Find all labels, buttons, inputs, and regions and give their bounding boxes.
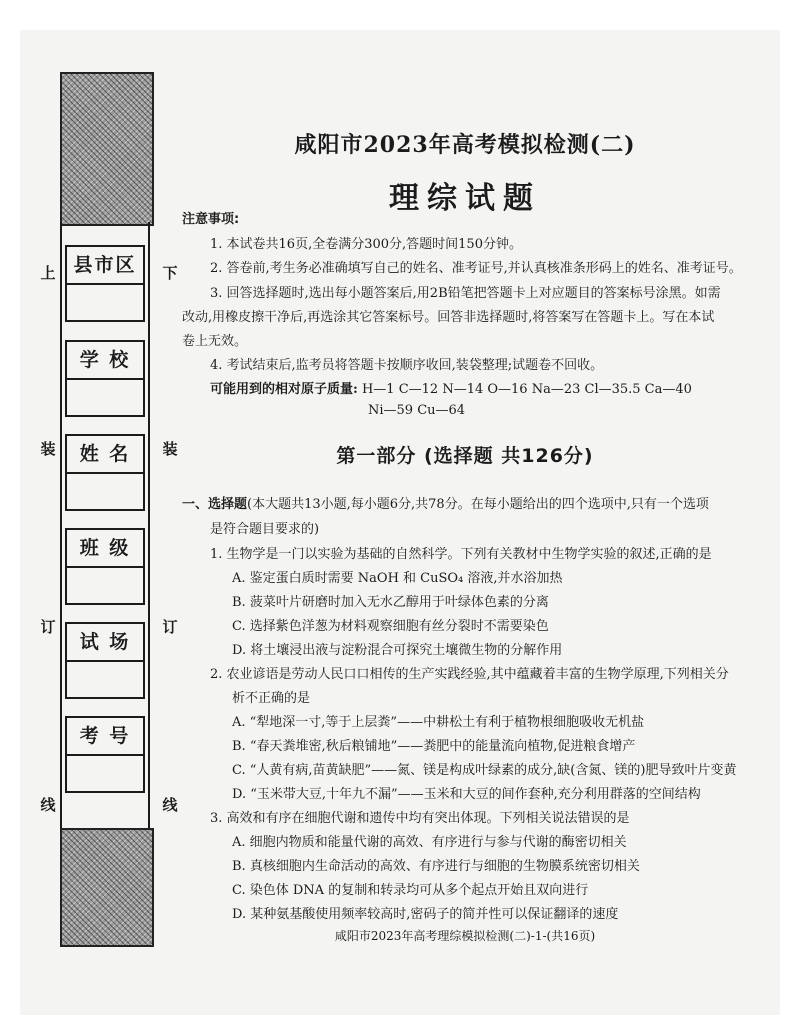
notice-line-5: 卷上无效。 xyxy=(182,334,248,349)
margin-char-left-3: 订 xyxy=(40,618,56,636)
part-heading-label: 一、选择题 xyxy=(182,497,248,512)
field-county-label: 县市区 xyxy=(67,247,143,285)
margin-char-right-1: 下 xyxy=(162,264,178,282)
atomic-mass-label: 可能用到的相对原子质量: xyxy=(210,382,358,397)
margin-char-left-4: 线 xyxy=(40,796,56,814)
field-exam-number-label: 考 号 xyxy=(67,718,143,756)
field-exam-number[interactable] xyxy=(65,716,145,793)
field-county[interactable] xyxy=(65,245,145,322)
margin-char-left-2: 装 xyxy=(40,440,56,458)
question-2-option-a: A. “犁地深一寸,等于上层粪”——中耕松土有利于植物根细胞吸收无机盐 xyxy=(232,715,645,730)
part-heading-text: (本大题共13小题,每小题6分,共78分。在每小题给出的四个选项中,只有一个选项 xyxy=(247,497,709,512)
binding-hatch-top xyxy=(60,72,154,226)
notice-line-3: 3. 回答选择题时,选出每小题答案后,用2B铅笔把答题卡上对应题目的答案标号涂黑。如需 xyxy=(210,286,721,301)
field-name[interactable] xyxy=(65,434,145,511)
question-1-option-c: C. 选择紫色洋葱为材料观察细胞有丝分裂时不需要染色 xyxy=(232,619,549,634)
binding-hatch-bottom xyxy=(60,828,154,947)
question-2-stem-2: 析不正确的是 xyxy=(232,691,311,706)
binding-rule-right xyxy=(148,222,150,828)
exam-title: 咸阳市2023年高考模拟检测(二) xyxy=(294,132,636,158)
field-name-label: 姓 名 xyxy=(67,436,143,474)
notice-heading: 注意事项: xyxy=(182,212,240,227)
field-class[interactable] xyxy=(65,528,145,605)
question-1-option-d: D. 将土壤浸出液与淀粉混合可探究土壤微生物的分解作用 xyxy=(232,643,563,658)
margin-char-right-3: 订 xyxy=(162,618,178,636)
part-heading-line-2: 是符合题目要求的) xyxy=(210,522,320,537)
margin-char-left-1: 上 xyxy=(40,264,56,282)
atomic-mass-line xyxy=(210,378,750,397)
field-school[interactable] xyxy=(65,340,145,417)
question-3-option-c: C. 染色体 DNA 的复制和转录均可从多个起点开始且双向进行 xyxy=(232,883,589,898)
field-school-label: 学 校 xyxy=(67,342,143,380)
question-2-stem-1: 2. 农业谚语是劳动人民口口相传的生产实践经验,其中蕴藏着丰富的生物学原理,下列相关分 xyxy=(210,667,729,682)
notice-line-2: 2. 答卷前,考生务必准确填写自己的姓名、准考证号,并认真核准条形码上的姓名、准考证号。 xyxy=(210,261,742,276)
question-3-option-a: A. 细胞内物质和能量代谢的高效、有序进行与参与代谢的酶密切相关 xyxy=(232,835,627,850)
atomic-mass-values-2: Ni—59 Cu—64 xyxy=(368,403,466,418)
field-class-label: 班 级 xyxy=(67,530,143,568)
notice-line-6: 4. 考试结束后,监考员将答题卡按顺序收回,装袋整理;试题卷不回收。 xyxy=(210,358,604,373)
question-2-option-c: C. “人黄有病,苗黄缺肥”——氮、镁是构成叶绿素的成分,缺(含氮、镁的)肥导致叶片变黄 xyxy=(232,763,737,778)
margin-char-right-2: 装 xyxy=(162,440,178,458)
binding-rule-left xyxy=(60,222,62,828)
question-1-option-b: B. 菠菜叶片研磨时加入无水乙醇用于叶绿体色素的分离 xyxy=(232,595,549,610)
atomic-mass-values-1: H—1 C—12 N—14 O—16 Na—23 Cl—35.5 Ca—40 xyxy=(361,382,692,397)
page-footer: 咸阳市2023年高考理综模拟检测(二)-1-(共16页) xyxy=(334,929,596,943)
question-2-option-d: D. “玉米带大豆,十年九不漏”——玉米和大豆的间作套种,充分利用群落的空间结构 xyxy=(232,787,701,802)
field-exam-room-label: 试 场 xyxy=(67,624,143,662)
part-heading xyxy=(182,493,750,512)
exam-subtitle: 理综试题 xyxy=(389,181,541,216)
question-1-option-a: A. 鉴定蛋白质时需要 NaOH 和 CuSO₄ 溶液,并水浴加热 xyxy=(232,571,563,586)
field-exam-room[interactable] xyxy=(65,622,145,699)
notice-line-1: 1. 本试卷共16页,全卷满分300分,答题时间150分钟。 xyxy=(210,237,522,252)
question-3-option-b: B. 真核细胞内生命活动的高效、有序进行与细胞的生物膜系统密切相关 xyxy=(232,859,640,874)
notice-line-4: 改动,用橡皮擦干净后,再选涂其它答案标号。回答非选择题时,将答案写在答题卡上。写在本试 xyxy=(182,310,715,325)
question-3-option-d: D. 某种氨基酸使用频率较高时,密码子的简并性可以保证翻译的速度 xyxy=(232,907,619,922)
question-3-stem: 3. 高效和有序在细胞代谢和遗传中均有突出体现。下列相关说法错误的是 xyxy=(210,811,630,826)
question-1-stem: 1. 生物学是一门以实验为基础的自然科学。下列有关教材中生物学实验的叙述,正确的是 xyxy=(210,547,712,562)
margin-char-right-4: 线 xyxy=(162,796,178,814)
question-2-option-b: B. “春天粪堆密,秋后粮铺地”——粪肥中的能量流向植物,促进粮食增产 xyxy=(232,739,636,754)
section-title: 第一部分 (选择题 共126分) xyxy=(336,445,594,467)
